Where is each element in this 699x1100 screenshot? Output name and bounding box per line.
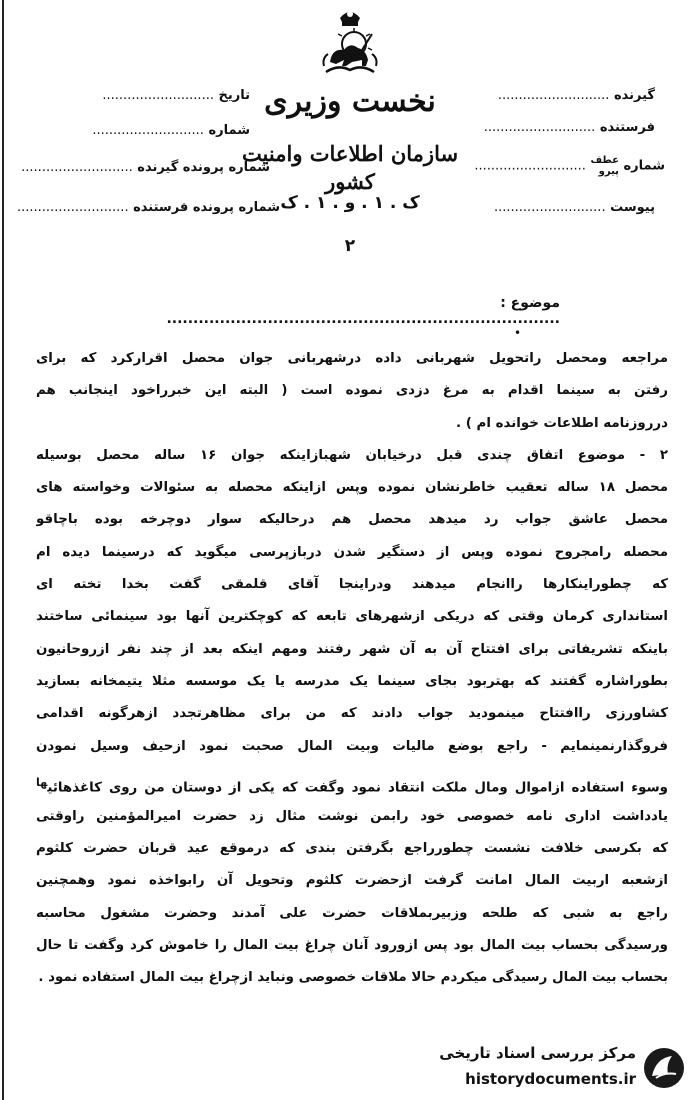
- body-line: بحساب بیت المال رسیدگی میکردم حالا ملاقات خصوصی ونباید ازچراغ بیت المال استفاده نمود .: [38, 970, 668, 986]
- body-line: باینکه تشریفاتی برای افتتاح آن به آن شهر رفتند ومهم اینکه بعد از چند نفر ازروحانیون: [36, 641, 668, 657]
- left-number-dots: ...........................: [92, 123, 204, 138]
- ministry-title: نخست وزیری: [264, 84, 436, 119]
- date-label: تاریخ: [218, 88, 250, 103]
- document-body: [36, 343, 668, 995]
- attachment-field: [494, 200, 655, 215]
- body-line: ۲ - موضوع اتفاق چندی قبل درخیابان شهبازاینکه جوان ۱۶ ساله محصل بوسیله: [36, 447, 668, 463]
- bullet-dot: •: [514, 326, 522, 340]
- ref-bottom-label: پیرو: [598, 166, 619, 177]
- recipient-field: [497, 88, 655, 103]
- sender-label: فرستنده: [599, 120, 655, 135]
- subject-dots: ..........................................................................: [166, 311, 560, 327]
- body-line: محصل ۱۸ ساله تعقیب خاطرنشان نموده وپس ازاینکه محصله به سئوالات وخواسته های: [36, 480, 668, 496]
- left-number-label: شماره: [208, 123, 250, 138]
- recipient-dots: ...........................: [497, 88, 610, 103]
- body-line: بطوراشاره گفتند که بهتربود بجای سینما یک مدرسه یا یک موسسه مثلا یتیمخانه بسازید: [36, 673, 668, 689]
- number-dots: ...........................: [474, 158, 586, 174]
- ref-top-label: عطف: [590, 155, 619, 166]
- number-label: شماره: [623, 158, 665, 174]
- number-ref-field: [474, 155, 665, 177]
- page-number: ۲: [344, 236, 356, 256]
- watermark-title: مرکز بررسی اسناد تاریخی: [439, 1044, 636, 1062]
- organization-title: سازمان اطلاعات وامنیت کشور: [241, 141, 459, 194]
- recipient-label: گیرنده: [613, 88, 655, 103]
- subject-line: [166, 295, 560, 327]
- watermark: [440, 1042, 690, 1098]
- sender-file-number-dots: ...........................: [17, 200, 129, 215]
- margin-note: ها: [36, 775, 48, 789]
- body-line: استانداری کرمان وقتی که دریکی ازشهرهای تابعه که کوچکترین آنها بود سینمائی ساختند: [36, 609, 668, 625]
- recipient-file-number-label: شماره پرونده گیرنده: [137, 160, 270, 175]
- left-number-field: [50, 123, 250, 138]
- sender-field: [483, 120, 655, 135]
- scan-edge-line: [2, 0, 4, 1100]
- lion-and-sun-emblem-icon: [318, 4, 382, 80]
- body-line: که چطوراینکارها راانجام میدهند ودراینجا آقای قلمقی گفت بخدا تخته ای: [36, 577, 668, 593]
- subject-label: موضوع :: [500, 295, 560, 311]
- body-line: رفتن به سینما اقدام به مرغ دزدی نموده است ( البته این خبرراخود اینجانب هم: [36, 383, 668, 399]
- body-line: یادداشت اداری نامه خصوصی خود رابمن نوشت مثال زد حضرت امیرالمؤمنین راوقتی: [36, 808, 668, 824]
- date-field: [50, 88, 250, 103]
- body-line: محصله رامجروح نموده وپس از دستگیر شدن دربازپرسی میگوید که درسینما دیده ام: [36, 544, 668, 560]
- body-line: ورسیدگی بحساب بیت المال بود پس ازورود آنان چراغ بیت المال را خاموش کرد وگفت تا حال: [36, 938, 668, 954]
- attachment-dots: ...........................: [494, 200, 606, 215]
- recipient-file-number-field: [21, 160, 270, 175]
- body-line-text: وسوء استفاده ازاموال ومال ملکت انتقاد نمود وگفت که یکی از دوستان من روی کاغذهائی: [47, 780, 668, 796]
- body-line: محصل عاشق جواب رد میدهد محصل هم درحالیکه سوار دوچرخه بوده باچاقو: [36, 512, 668, 528]
- sender-file-number-field: [17, 200, 280, 215]
- document-code: ک . ۱ . و . ۱ . ک: [280, 193, 420, 213]
- archive-logo-icon: [642, 1046, 686, 1090]
- ref-stack: [590, 155, 618, 177]
- body-line: کشاورزی راافتتاح مینمودید جواب دادند که من برای مظاهرتجدد ازهرگونه اقدامی: [36, 706, 668, 722]
- sender-dots: ...........................: [483, 120, 596, 135]
- body-line: [36, 763, 668, 801]
- body-line: درروزنامه اطلاعات خوانده ام ) .: [455, 415, 668, 431]
- body-line: ازشعبه اربیت المال امانت گرفت ازحضرت کلثوم وتحویل آن رابواخذه نمود وهمچنین: [36, 873, 668, 889]
- date-dots: ...........................: [102, 88, 214, 103]
- sender-file-number-label: شماره پرونده فرستنده: [133, 200, 280, 215]
- body-line: مراجعه ومحصل راتحویل شهربانی داده درشهربانی جوان محصل اقرارکرد که برای: [36, 351, 668, 366]
- body-line: فروگذارنمینمایم - راجع بوضع مالیات وبیت المال صحبت نمود ازحیف وسیل نمودن: [36, 738, 668, 754]
- body-line: که بکرسی خلافت نشست چطورراجع بگرفتن بندی که درموقع عید قربان حضرت کلثوم: [36, 841, 668, 857]
- recipient-file-number-dots: ...........................: [21, 160, 133, 175]
- watermark-url: historydocuments.ir: [465, 1070, 636, 1088]
- attachment-label: پیوست: [610, 200, 655, 215]
- body-line: راجع به شبی که طلحه وزبیربملاقات حضرت علی آمدند وحضرت مشغول محاسبه: [36, 905, 668, 921]
